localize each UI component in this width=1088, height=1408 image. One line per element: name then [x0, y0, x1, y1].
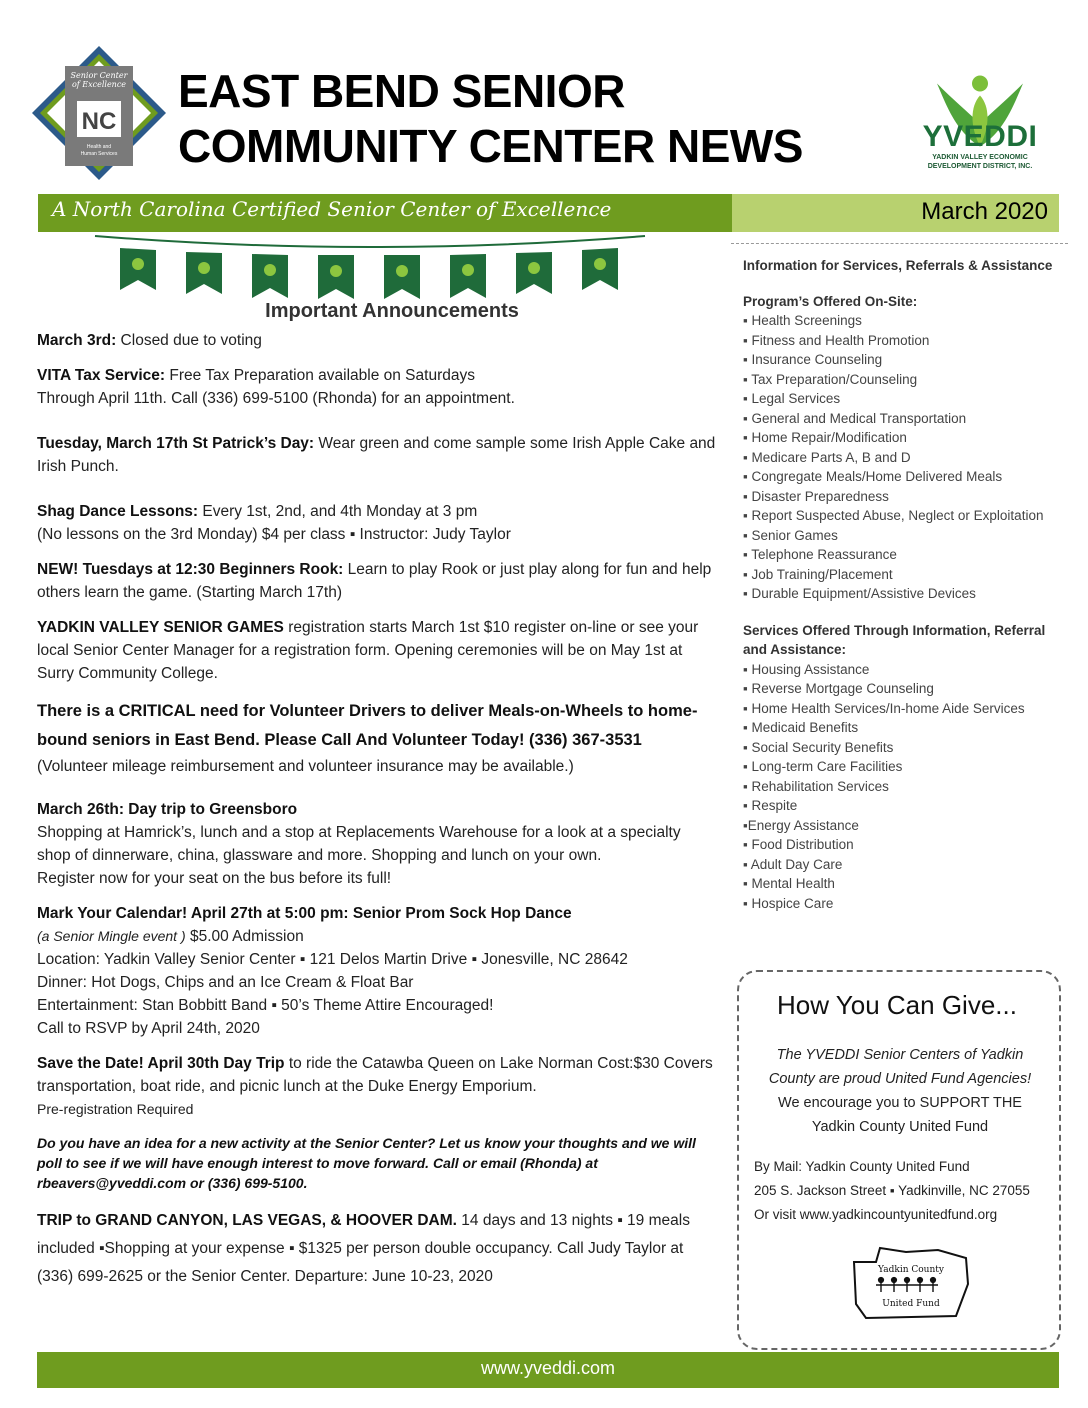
prom-entertainment: Entertainment: Stan Bobbitt Band ▪ 50’s Theme Attire Encouraged! — [37, 997, 494, 1014]
list-item: ▪ Adult Day Care — [743, 856, 843, 872]
tagline: A North Carolina Certified Senior Center of Excellence — [52, 197, 612, 221]
canyon-text: 14 days and 13 nights ▪ 19 meals included ▪Shopping at your expense ▪ $1325 per person double occupancy. Call Judy Taylor at (336) 699-2625 or the Senior Center. Departure: June 10-23, 2020 — [37, 1212, 690, 1285]
catawba-prereg: Pre-registration Required — [37, 1101, 194, 1117]
ucf-logo-text-1: Yadkin County — [878, 1265, 944, 1275]
list-item: ▪ Respite — [743, 798, 798, 813]
drivers-note: (Volunteer mileage reimbursement and volunteer insurance may be available.) — [37, 758, 574, 775]
onsite-list — [743, 311, 1068, 604]
referral-list — [743, 660, 1068, 914]
give-mail — [754, 1155, 1054, 1227]
senior-center-excellence-badge — [30, 44, 168, 182]
mail-line-2: 205 S. Jackson Street ▪ Yadkinville, NC 27055 — [754, 1183, 1030, 1198]
announcement-drivers — [37, 697, 717, 778]
list-item: ▪ Congregate Meals/Home Delivered Meals — [743, 469, 1003, 484]
shamrock-bunting-icon — [90, 228, 650, 303]
logo-subtitle-1: YADKIN VALLEY ECONOMIC — [932, 154, 1028, 161]
footer-url-link[interactable]: www.yveddi.com — [480, 1358, 616, 1378]
catawba-text: to ride the Catawba Queen on Lake Norman Cost:$30 Covers transportation, boat ride, and picnic lunch at the Duke Energy Emporium. — [37, 1055, 713, 1095]
announcement-vita — [37, 364, 717, 410]
title-line-2: COMMUNITY CENTER NEWS — [178, 120, 803, 172]
logo-subtitle-2: DEVELOPMENT DISTRICT, INC. — [927, 163, 1033, 170]
united-fund-logo-icon — [846, 1244, 976, 1324]
stpat-text: Wear green and come sample some Irish Apple Cake and Irish Punch. — [37, 435, 716, 475]
idea-request: Do you have an idea for a new activity at the Senior Center? Let us know your thoughts and we will poll to see if we will have enough interest to move forward. Call or email (Rhonda) at rbeavers@yveddi.com or (336) 699-5100. — [37, 1135, 696, 1191]
prom-location: Location: Yadkin Valley Senior Center ▪ 121 Delos Martin Drive ▪ Jonesville, NC 28642 — [37, 951, 628, 968]
list-item: ▪ Insurance Counseling — [743, 352, 883, 367]
list-item: ▪ Health Screenings — [743, 313, 862, 328]
give-title: How You Can Give... — [777, 990, 1017, 1020]
onsite-heading: Program’s Offered On-Site: — [743, 293, 918, 309]
issue-date: March 2020 — [921, 198, 1048, 225]
list-item: ▪ Report Suspected Abuse, Neglect or Exploitation — [743, 508, 1044, 523]
list-item: ▪ Social Security Benefits — [743, 739, 894, 755]
list-item: ▪ Senior Games — [743, 527, 838, 543]
rook-text: Learn to play Rook or just play along for fun and help others learn the game. (Starting March 17th) — [37, 561, 712, 601]
announcement-grand-canyon — [37, 1207, 717, 1291]
list-item: ▪ Fitness and Health Promotion — [743, 332, 930, 348]
give-support: We encourage you to SUPPORT THE Yadkin County United Fund — [778, 1095, 1022, 1135]
vita-line2: Through April 11th. Call (336) 699-5100 (Rhonda) for an appointment. — [37, 390, 515, 407]
shag-title: Shag Dance Lessons: — [37, 503, 199, 520]
announcement-catawba — [37, 1052, 717, 1121]
list-item: ▪ Tax Preparation/Counseling — [743, 371, 918, 387]
announcement-senior-games — [37, 616, 717, 685]
announcement-voting — [37, 329, 717, 352]
catawba-title: Save the Date! April 30th Day Trip — [37, 1055, 285, 1072]
list-item: ▪ Rehabilitation Services — [743, 778, 889, 794]
shag-line2: (No lessons on the 3rd Monday) $4 per class ▪ Instructor: Judy Taylor — [37, 526, 511, 543]
list-item: ▪ Medicare Parts A, B and D — [743, 449, 911, 465]
prom-title: Mark Your Calendar! April 27th at 5:00 pm: Senior Prom Sock Hop Dance — [37, 905, 572, 922]
badge-text-4: Human Services — [80, 151, 118, 157]
badge-text-2: of Excellence — [71, 80, 127, 89]
games-text: registration starts March 1st $10 register on-line or see your local Senior Center Manager for a registration form. Opening ceremonies will be on May 1st at Surry Community College. — [37, 619, 699, 682]
list-item: ▪ Medicaid Benefits — [743, 720, 859, 735]
badge-text-3: Health and — [86, 144, 112, 150]
games-title: YADKIN VALLEY SENIOR GAMES — [37, 619, 284, 636]
list-item: ▪Energy Assistance — [743, 817, 859, 833]
give-body — [755, 1043, 1045, 1139]
list-item: ▪ General and Medical Transportation — [743, 410, 967, 426]
voting-date: March 3rd: — [37, 332, 117, 349]
vita-text: Free Tax Preparation available on Saturdays — [165, 367, 475, 384]
list-item: ▪ Durable Equipment/Assistive Devices — [743, 586, 976, 601]
list-item: ▪ Long-term Care Facilities — [743, 759, 903, 774]
list-item: ▪ Home Health Services/In-home Aide Services — [743, 700, 1025, 716]
prom-rsvp: Call to RSVP by April 24th, 2020 — [37, 1020, 260, 1037]
logo-name: YVEDDI — [922, 120, 1038, 153]
canyon-title: TRIP to GRAND CANYON, LAS VEGAS, & HOOVER DAM. — [37, 1212, 457, 1229]
info-heading: Information for Services, Referrals & Assistance — [743, 258, 1053, 273]
announcement-greensboro — [37, 798, 717, 890]
list-item: ▪ Disaster Preparedness — [743, 488, 889, 504]
list-item: ▪ Housing Assistance — [743, 661, 870, 677]
voting-text: Closed due to voting — [116, 332, 262, 349]
list-item: ▪ Home Repair/Modification — [743, 430, 907, 445]
badge-nc: NC — [81, 108, 117, 135]
mail-line-3: Or visit www.yadkincountyunitedfund.org — [754, 1207, 998, 1222]
greensboro-register: Register now for your seat on the bus before its full! — [37, 870, 392, 887]
drivers-title: There is a CRITICAL need for Volunteer Drivers to deliver Meals-on-Wheels to home-bound seniors in East Bend. Please Call And Volunteer Today! (336) 367-3531 — [37, 702, 698, 749]
newsletter-title — [178, 64, 878, 174]
services-sidebar — [731, 243, 1068, 913]
announcements-column — [37, 300, 717, 1303]
badge-text-1: Senior Center — [70, 71, 128, 80]
announcement-shag — [37, 500, 717, 546]
give-agencies: The YVEDDI Senior Centers of Yadkin County are proud United Fund Agencies! — [768, 1047, 1032, 1087]
list-item: ▪ Hospice Care — [743, 895, 834, 911]
list-item: ▪ Reverse Mortgage Counseling — [743, 681, 934, 696]
prom-admission: $5.00 Admission — [185, 928, 304, 945]
stpat-title: Tuesday, March 17th St Patrick’s Day: — [37, 435, 315, 452]
announcement-rook — [37, 558, 717, 604]
list-item: ▪ Job Training/Placement — [743, 566, 893, 582]
announcements-heading: Important Announcements — [265, 300, 519, 322]
list-item: ▪ Legal Services — [743, 391, 841, 406]
referral-heading: Services Offered Through Information, Referral and Assistance: — [743, 622, 1046, 657]
title-line-1: EAST BEND SENIOR — [178, 65, 625, 117]
ucf-logo-text-2: United Fund — [882, 1299, 940, 1309]
announcement-prom — [37, 902, 717, 1040]
vita-title: VITA Tax Service: — [37, 367, 166, 384]
greensboro-title: March 26th: Day trip to Greensboro — [37, 801, 298, 818]
shag-text: Every 1st, 2nd, and 4th Monday at 3 pm — [198, 503, 478, 520]
announcement-st-patricks — [37, 432, 717, 478]
list-item: ▪ Mental Health — [743, 876, 835, 891]
prom-dinner: Dinner: Hot Dogs, Chips and an Ice Cream & Float Bar — [37, 974, 414, 991]
rook-title: NEW! Tuesdays at 12:30 Beginners Rook: — [37, 561, 344, 578]
mail-line-1: By Mail: Yadkin County United Fund — [754, 1159, 970, 1174]
list-item: ▪ Telephone Reassurance — [743, 547, 897, 562]
greensboro-text: Shopping at Hamrick’s, lunch and a stop at Replacements Warehouse for a look at a specialty shop of dinnerware, china, glassware and more. Shopping and lunch on your own. — [37, 824, 681, 864]
prom-mingle: (a Senior Mingle event ) — [37, 928, 186, 944]
list-item: ▪ Food Distribution — [743, 837, 854, 852]
